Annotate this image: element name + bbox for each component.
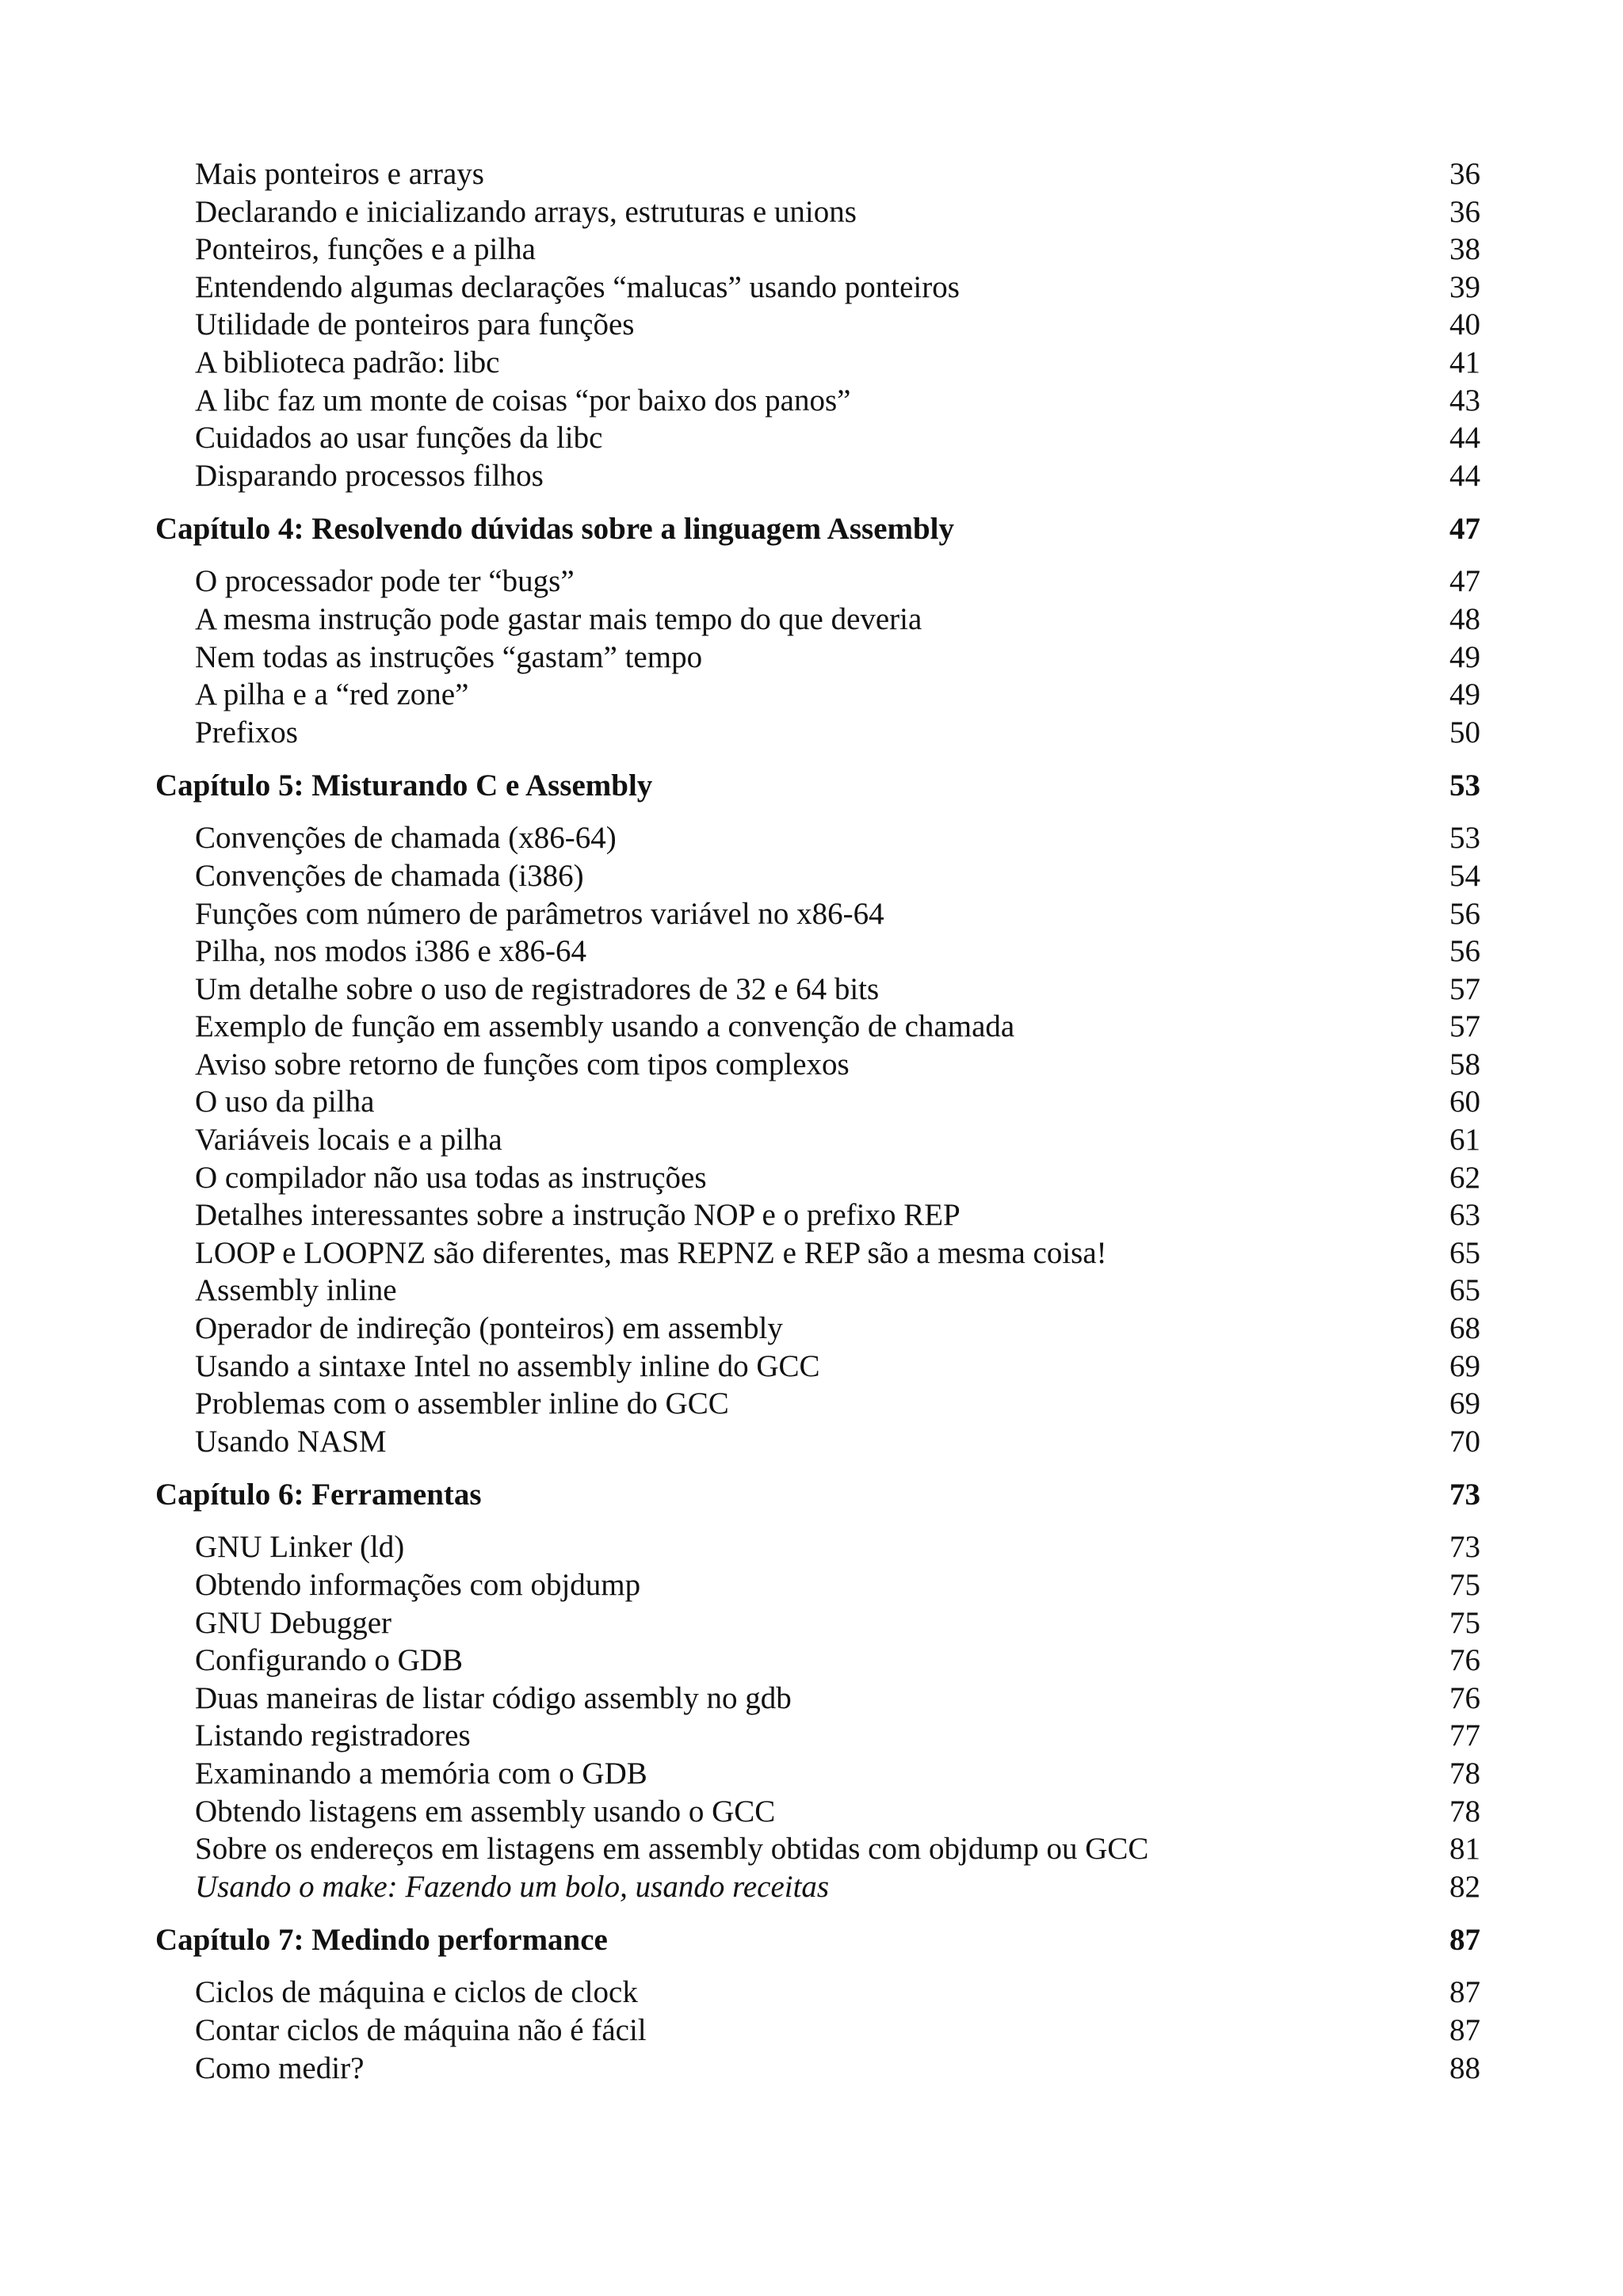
toc-entry[interactable] (155, 155, 1480, 193)
toc-entry-page-number: 76 (1449, 1643, 1480, 1678)
toc-entry[interactable] (155, 933, 1480, 971)
toc-entry-title: Disparando processos filhos (195, 458, 544, 493)
toc-entry-page-number: 40 (1449, 307, 1480, 342)
toc-entry-page-number: 70 (1449, 1424, 1480, 1459)
toc-entry[interactable] (155, 1385, 1480, 1423)
toc-entry-title: GNU Linker (ld) (195, 1530, 405, 1565)
toc-entry-title: Assembly inline (195, 1273, 397, 1308)
toc-entry-title: Problemas com o assembler inline do GCC (195, 1386, 729, 1421)
toc-entry-title: Listando registradores (195, 1718, 471, 1753)
toc-entry-title: Duas maneiras de listar código assembly no gdb (195, 1680, 792, 1715)
toc-entry[interactable] (155, 1830, 1480, 1868)
toc-entry-page-number: 61 (1449, 1123, 1480, 1158)
toc-entry-title: O compilador não usa todas as instruções (195, 1160, 707, 1195)
toc-entry-page-number: 54 (1449, 858, 1480, 893)
toc-entry-page-number: 78 (1449, 1794, 1480, 1829)
toc-entry[interactable] (155, 1046, 1480, 1084)
toc-entry-page-number: 65 (1449, 1235, 1480, 1270)
toc-entry-page-number: 81 (1449, 1832, 1480, 1867)
toc-entry-title: Obtendo listagens em assembly usando o GCC (195, 1794, 776, 1829)
toc-entry-page-number: 65 (1449, 1273, 1480, 1308)
toc-entry-page-number: 47 (1449, 564, 1480, 599)
toc-entry-page-number: 56 (1449, 896, 1480, 931)
toc-entry-title: Entendendo algumas declarações “malucas” usando ponteiros (195, 269, 960, 304)
toc-entry[interactable] (155, 1604, 1480, 1642)
toc-entry-page-number: 78 (1449, 1756, 1480, 1791)
toc-entry-page-number: 48 (1449, 601, 1480, 636)
toc-entry-title: Usando a sintaxe Intel no assembly inline do GCC (195, 1348, 820, 1383)
toc-entry[interactable] (155, 714, 1480, 752)
toc-entry-title: Declarando e inicializando arrays, estruturas e unions (195, 194, 857, 229)
toc-entry[interactable] (155, 231, 1480, 269)
toc-entry-page-number: 88 (1449, 2050, 1480, 2085)
toc-entry-title: Obtendo informações com objdump (195, 1568, 641, 1602)
toc-entry[interactable] (155, 344, 1480, 382)
toc-entry-title: Sobre os endereços em listagens em assembly obtidas com objdump ou GCC (195, 1832, 1149, 1867)
toc-entry-page-number: 69 (1449, 1386, 1480, 1421)
toc-entry-title: Usando NASM (195, 1424, 387, 1459)
toc-entry-title: Convenções de chamada (i386) (195, 858, 584, 893)
toc-entry[interactable] (155, 1310, 1480, 1348)
toc-entry-title: Um detalhe sobre o uso de registradores de 32 e 64 bits (195, 971, 880, 1006)
toc-entry-page-number: 43 (1449, 383, 1480, 418)
toc-entry[interactable] (155, 1159, 1480, 1197)
toc-entry-title: Exemplo de função em assembly usando a convenção de chamada (195, 1009, 1015, 1044)
chapter-title: Capítulo 6: Ferramentas (155, 1478, 482, 1512)
toc-entry-title: Usando o make: Fazendo um bolo, usando receitas (195, 1869, 830, 1904)
toc-entry-title: A libc faz um monte de coisas “por baixo dos panos” (195, 383, 851, 418)
toc-entry[interactable] (155, 306, 1480, 344)
toc-entry-page-number: 87 (1449, 2012, 1480, 2047)
toc-entry[interactable] (155, 1196, 1480, 1234)
toc-entry[interactable] (155, 1121, 1480, 1159)
toc-entry[interactable] (155, 193, 1480, 231)
toc-entry-title: Cuidados ao usar funções da libc (195, 421, 603, 456)
toc-entry[interactable] (155, 1868, 1480, 1906)
toc-entry[interactable] (155, 639, 1480, 677)
toc-entry-page-number: 82 (1449, 1869, 1480, 1904)
toc-entry-title: LOOP e LOOPNZ são diferentes, mas REPNZ e REP são a mesma coisa! (195, 1235, 1107, 1270)
toc-entry[interactable] (155, 1272, 1480, 1310)
toc-entry-title: Operador de indireção (ponteiros) em assembly (195, 1311, 783, 1346)
toc-entry-page-number: 77 (1449, 1718, 1480, 1753)
toc-entry[interactable] (155, 895, 1480, 933)
chapter-heading[interactable] (155, 509, 1480, 550)
chapter-page-number: 53 (1449, 769, 1480, 803)
toc-entry-page-number: 50 (1449, 715, 1480, 749)
toc-entry-page-number: 38 (1449, 232, 1480, 267)
toc-entry-page-number: 62 (1449, 1160, 1480, 1195)
toc-entry-page-number: 41 (1449, 345, 1480, 379)
toc-entry-page-number: 75 (1449, 1605, 1480, 1640)
toc-entry-title: Nem todas as instruções “gastam” tempo (195, 639, 703, 674)
toc-entry-title: A pilha e a “red zone” (195, 677, 469, 712)
toc-entry-page-number: 49 (1449, 677, 1480, 712)
toc-entry[interactable] (155, 1680, 1480, 1718)
toc-entry-page-number: 36 (1449, 194, 1480, 229)
toc-entry-title: Utilidade de ponteiros para funções (195, 307, 635, 342)
toc-entry-page-number: 36 (1449, 157, 1480, 191)
toc-entry-page-number: 53 (1449, 821, 1480, 856)
toc-entry[interactable] (155, 857, 1480, 895)
toc-entry[interactable] (155, 1566, 1480, 1604)
chapter-title: Capítulo 4: Resolvendo dúvidas sobre a linguagem Assembly (155, 512, 955, 547)
toc-entry-page-number: 68 (1449, 1311, 1480, 1346)
toc-entry-page-number: 44 (1449, 458, 1480, 493)
toc-entry-title: Aviso sobre retorno de funções com tipos complexos (195, 1047, 850, 1081)
toc-entry-page-number: 56 (1449, 934, 1480, 969)
toc-entry-page-number: 44 (1449, 421, 1480, 456)
toc-entry[interactable] (155, 1234, 1480, 1272)
toc-entry-title: Como medir? (195, 2050, 365, 2085)
toc-entry[interactable] (155, 1755, 1480, 1793)
toc-entry-title: A mesma instrução pode gastar mais tempo do que deveria (195, 601, 922, 636)
toc-entry[interactable] (155, 1642, 1480, 1680)
toc-entry-page-number: 60 (1449, 1085, 1480, 1119)
toc-entry-title: A biblioteca padrão: libc (195, 345, 500, 379)
table-of-contents (155, 155, 1480, 2087)
chapter-heading[interactable] (155, 1474, 1480, 1516)
toc-entry-title: Detalhes interessantes sobre a instrução NOP e o prefixo REP (195, 1198, 960, 1233)
toc-entry-page-number: 73 (1449, 1530, 1480, 1565)
toc-entry-page-number: 58 (1449, 1047, 1480, 1081)
toc-entry[interactable] (155, 2012, 1480, 2050)
toc-entry-page-number: 76 (1449, 1680, 1480, 1715)
toc-entry-page-number: 49 (1449, 639, 1480, 674)
toc-entry[interactable] (155, 971, 1480, 1009)
toc-entry[interactable] (155, 1423, 1480, 1461)
chapter-heading[interactable] (155, 1920, 1480, 1961)
toc-entry[interactable] (155, 382, 1480, 420)
toc-entry-title: Examinando a memória com o GDB (195, 1756, 647, 1791)
toc-entry[interactable] (155, 269, 1480, 307)
toc-entry-title: Variáveis locais e a pilha (195, 1123, 502, 1158)
toc-entry-title: Contar ciclos de máquina não é fácil (195, 2012, 647, 2047)
toc-entry-page-number: 57 (1449, 1009, 1480, 1044)
toc-entry[interactable] (155, 1793, 1480, 1831)
toc-entry[interactable] (155, 1974, 1480, 2012)
toc-entry-title: Mais ponteiros e arrays (195, 157, 484, 191)
toc-entry-title: Ponteiros, funções e a pilha (195, 232, 536, 267)
toc-entry-title: Pilha, nos modos i386 e x86-64 (195, 934, 586, 969)
toc-entry-page-number: 69 (1449, 1348, 1480, 1383)
toc-entry-page-number: 87 (1449, 1975, 1480, 2010)
toc-entry[interactable] (155, 457, 1480, 495)
toc-entry-title: Funções com número de parâmetros variável no x86-64 (195, 896, 884, 931)
toc-entry[interactable] (155, 1348, 1480, 1386)
toc-entry[interactable] (155, 1528, 1480, 1566)
toc-entry[interactable] (155, 601, 1480, 639)
chapter-heading[interactable] (155, 765, 1480, 807)
toc-entry-page-number: 57 (1449, 971, 1480, 1006)
chapter-page-number: 87 (1449, 1923, 1480, 1958)
toc-entry-title: Ciclos de máquina e ciclos de clock (195, 1975, 638, 2010)
toc-entry-title: O uso da pilha (195, 1085, 375, 1119)
toc-entry[interactable] (155, 676, 1480, 714)
toc-entry[interactable] (155, 563, 1480, 601)
toc-entry-title: Convenções de chamada (x86-64) (195, 821, 617, 856)
chapter-page-number: 47 (1449, 512, 1480, 547)
toc-entry[interactable] (155, 2050, 1480, 2088)
toc-entry-page-number: 63 (1449, 1198, 1480, 1233)
chapter-title: Capítulo 5: Misturando C e Assembly (155, 769, 653, 803)
toc-entry-page-number: 75 (1449, 1568, 1480, 1602)
chapter-page-number: 73 (1449, 1478, 1480, 1512)
toc-entry[interactable] (155, 819, 1480, 857)
toc-entry[interactable] (155, 419, 1480, 457)
toc-entry[interactable] (155, 1083, 1480, 1121)
toc-entry[interactable] (155, 1008, 1480, 1046)
toc-entry[interactable] (155, 1717, 1480, 1755)
toc-entry-title: Prefixos (195, 715, 298, 749)
toc-entry-title: GNU Debugger (195, 1605, 392, 1640)
toc-entry-page-number: 39 (1449, 269, 1480, 304)
toc-entry-title: Configurando o GDB (195, 1643, 463, 1678)
toc-entry-title: O processador pode ter “bugs” (195, 564, 575, 599)
chapter-title: Capítulo 7: Medindo performance (155, 1923, 608, 1958)
